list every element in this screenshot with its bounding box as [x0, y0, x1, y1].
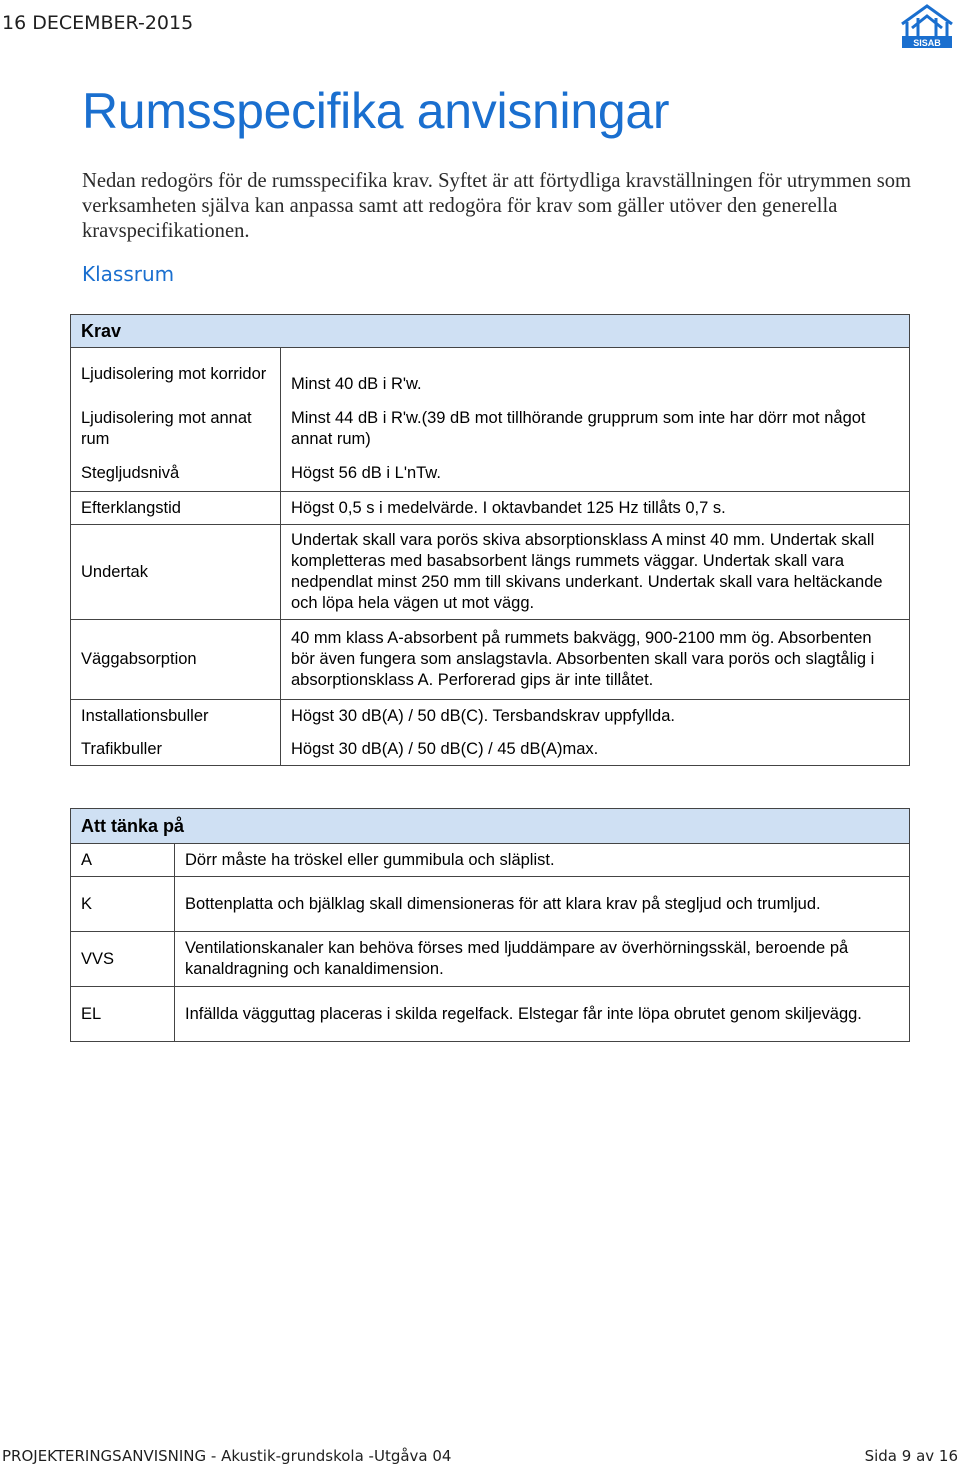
- think-header: Att tänka på: [71, 809, 910, 844]
- requirement-label: Ljudisolering mot korridor: [71, 348, 281, 402]
- table-row: [71, 734, 910, 766]
- requirement-label: Väggabsorption: [71, 620, 281, 700]
- table-row: [71, 348, 910, 402]
- discipline-label: A: [71, 844, 175, 877]
- discipline-note: Bottenplatta och bjälklag skall dimensioneras för att klara krav på stegljud och trumljud.: [175, 877, 910, 932]
- discipline-note: Infällda vägguttag placeras i skilda regelfack. Elstegar får inte löpa obrutet genom skiljevägg.: [175, 987, 910, 1042]
- table-row: [71, 492, 910, 525]
- intro-paragraph: Nedan redogörs för de rumsspecifika krav. Syftet är att förtydliga kravställningen för utrymmen som verksamheten själva kan anpassa samt att redogöra för krav som gäller utöver den generella kravspecifikationen.: [82, 170, 912, 242]
- requirement-value: Högst 30 dB(A) / 50 dB(C). Tersbandskrav uppfyllda.: [281, 700, 910, 734]
- requirement-value: Undertak skall vara porös skiva absorptionsklass A minst 40 mm. Undertak skall kompletteras med basabsorbent längs rummets väggar. Undertak skall vara nedpendlat minst 250 mm till skivans underkant. Undertak skall vara heltäckande och löpa hela vägen ut mot vägg.: [281, 525, 910, 620]
- discipline-label: K: [71, 877, 175, 932]
- table-row: [71, 402, 910, 456]
- requirement-value: Högst 56 dB i L'nTw.: [291, 463, 441, 482]
- requirement-label: Undertak: [71, 525, 281, 620]
- table-row: [71, 877, 910, 932]
- footer-page-number: Sida 9 av 16: [864, 1447, 958, 1465]
- requirement-value: Högst 30 dB(A) / 50 dB(C) / 45 dB(A)max.: [291, 739, 599, 758]
- requirements-table: [70, 314, 910, 766]
- requirement-label: Installationsbuller: [71, 700, 281, 734]
- table-row: [71, 456, 910, 492]
- discipline-label: EL: [71, 987, 175, 1042]
- footer-document-name: PROJEKTERINGSANVISNING - Akustik-grundskola -Utgåva 04: [2, 1447, 452, 1465]
- requirement-label: Efterklangstid: [71, 492, 281, 525]
- requirement-value: Högst 0,5 s i medelvärde. I oktavbandet 125 Hz tillåts 0,7 s.: [281, 492, 910, 525]
- requirement-value: Minst 44 dB i R'w.(39 dB mot tillhörande grupprum som inte har dörr mot något annat rum): [291, 408, 866, 448]
- header-date: 16 DECEMBER-2015: [2, 12, 194, 34]
- requirements-header: Krav: [71, 315, 910, 348]
- table-row: [71, 525, 910, 620]
- table-row: [71, 844, 910, 877]
- discipline-label: VVS: [71, 932, 175, 987]
- table-row: [71, 620, 910, 700]
- svg-text:SISAB: SISAB: [913, 38, 941, 48]
- table-row: [71, 987, 910, 1042]
- page-title: Rumsspecifika anvisningar: [82, 83, 670, 139]
- requirement-label: Stegljudsnivå: [71, 456, 281, 492]
- think-table: [70, 808, 910, 1042]
- table-row: [71, 932, 910, 987]
- requirement-value: 40 mm klass A-absorbent på rummets bakvägg, 900-2100 mm ög. Absorbenten bör även fungera som anslagstavla. Absorbenten skall vara porös och slagtålig i absorptionsklass A. Perforerad gips är inte tillåtet.: [281, 620, 910, 700]
- section-heading: Klassrum: [82, 262, 175, 286]
- discipline-note: Ventilationskanaler kan behöva förses med ljuddämpare av överhörningsskäl, beroende på kanaldragning och kanaldimension.: [175, 932, 910, 987]
- table-row: [71, 700, 910, 734]
- requirement-label: Ljudisolering mot annat rum: [71, 402, 281, 456]
- requirement-label: Trafikbuller: [71, 734, 281, 766]
- discipline-note: Dörr måste ha tröskel eller gummibula och släplist.: [175, 844, 910, 877]
- requirement-value: Minst 40 dB i R'w.: [291, 374, 422, 393]
- sisab-logo: [898, 2, 956, 50]
